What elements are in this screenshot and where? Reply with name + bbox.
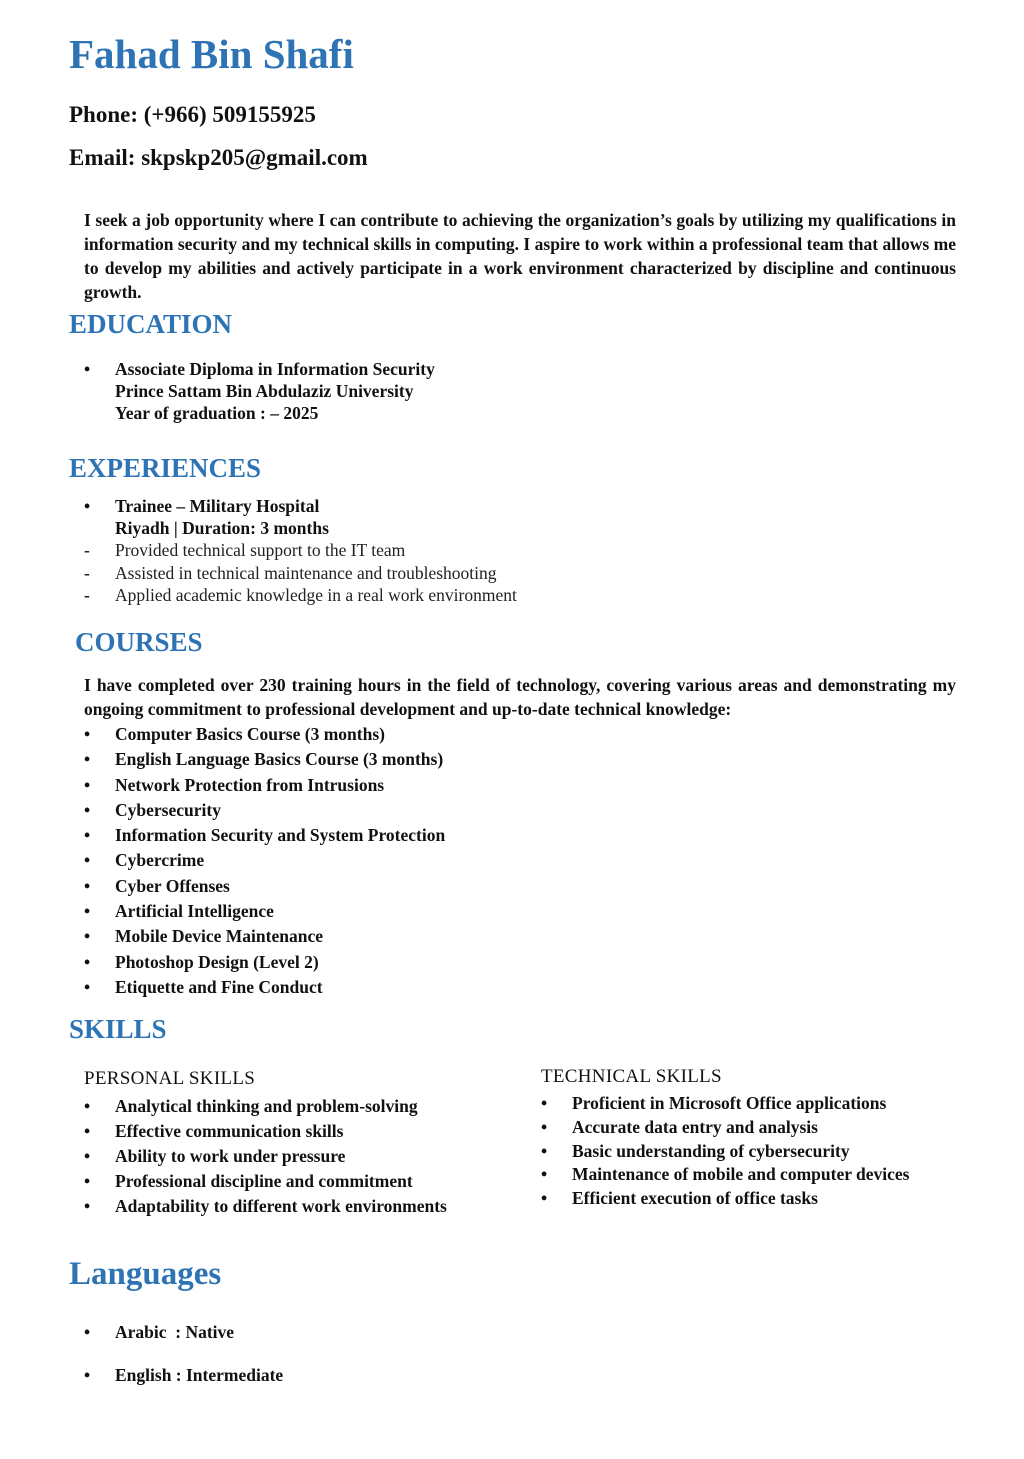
- course-item: • Etiquette and Fine Conduct: [84, 975, 445, 1000]
- skill-item: • Basic understanding of cybersecurity: [541, 1140, 910, 1164]
- languages-heading: Languages: [69, 1256, 222, 1292]
- skill-item: • Adaptability to different work environments: [84, 1194, 447, 1219]
- task: - Assisted in technical maintenance and troubleshooting: [84, 562, 517, 585]
- skill-item: • Proficient in Microsoft Office applications: [541, 1092, 910, 1116]
- courses-list: [84, 722, 445, 1000]
- skill-item: • Professional discipline and commitment: [84, 1169, 447, 1194]
- education-item: [84, 358, 435, 424]
- job-meta: Riyadh | Duration: 3 months: [115, 518, 329, 538]
- personal-skills-list: [84, 1094, 447, 1219]
- experiences-heading: EXPERIENCES: [69, 453, 262, 483]
- skill-item: • Efficient execution of office tasks: [541, 1187, 910, 1211]
- email: Email: skpskp205@gmail.com: [69, 145, 368, 170]
- task: - Provided technical support to the IT team: [84, 539, 517, 562]
- skills-heading: SKILLS: [69, 1014, 167, 1044]
- course-item: • Cybercrime: [84, 848, 445, 873]
- course-item: • Cybersecurity: [84, 798, 445, 823]
- course-item: • Cyber Offenses: [84, 874, 445, 899]
- course-item: • Artificial Intelligence: [84, 899, 445, 924]
- skill-item: • Accurate data entry and analysis: [541, 1116, 910, 1140]
- phone: Phone: (+966) 509155925: [69, 102, 316, 127]
- resume-name: Fahad Bin Shafi: [69, 31, 354, 77]
- course-item: • Information Security and System Protection: [84, 823, 445, 848]
- course-item: • Network Protection from Intrusions: [84, 773, 445, 798]
- courses-heading: COURSES: [75, 627, 203, 657]
- job-title: • Trainee – Military Hospital: [115, 496, 320, 516]
- course-item: • English Language Basics Course (3 months): [84, 747, 445, 772]
- skill-item: • Analytical thinking and problem-solving: [84, 1094, 447, 1119]
- course-item: • Mobile Device Maintenance: [84, 924, 445, 949]
- courses-intro: I have completed over 230 training hours in the field of technology, covering various areas and demonstrating my ongoing commitment to professional development and up-to-date technical knowledge:: [84, 675, 956, 719]
- skill-item: • Effective communication skills: [84, 1119, 447, 1144]
- objective: I seek a job opportunity where I can contribute to achieving the organization’s goals by utilizing my qualifications in information security and my technical skills in computing. I aspire to work within a professional team that allows me to develop my abilities and actively participate in a work environment characterized by discipline and continuous growth.: [84, 210, 956, 302]
- skill-item: • Ability to work under pressure: [84, 1144, 447, 1169]
- education-list: [84, 358, 435, 424]
- experience-list: [84, 495, 517, 607]
- course-item: • Computer Basics Course (3 months): [84, 722, 445, 747]
- degree: • Associate Diploma in Information Security: [115, 359, 435, 379]
- graduation-year: Year of graduation : – 2025: [115, 403, 319, 423]
- technical-skills-list: [541, 1092, 910, 1211]
- course-item: • Photoshop Design (Level 2): [84, 950, 445, 975]
- language-item: • English : Intermediate: [84, 1363, 283, 1388]
- experience-item: [84, 495, 517, 607]
- skill-item: • Maintenance of mobile and computer devices: [541, 1163, 910, 1187]
- education-heading: EDUCATION: [69, 309, 233, 339]
- language-item: • Arabic : Native: [84, 1320, 283, 1345]
- personal-skills-heading: PERSONAL SKILLS: [84, 1068, 256, 1089]
- technical-skills-heading: TECHNICAL SKILLS: [541, 1066, 722, 1087]
- task: - Applied academic knowledge in a real work environment: [84, 584, 517, 607]
- languages-list: [84, 1302, 283, 1406]
- school: Prince Sattam Bin Abdulaziz University: [115, 381, 414, 401]
